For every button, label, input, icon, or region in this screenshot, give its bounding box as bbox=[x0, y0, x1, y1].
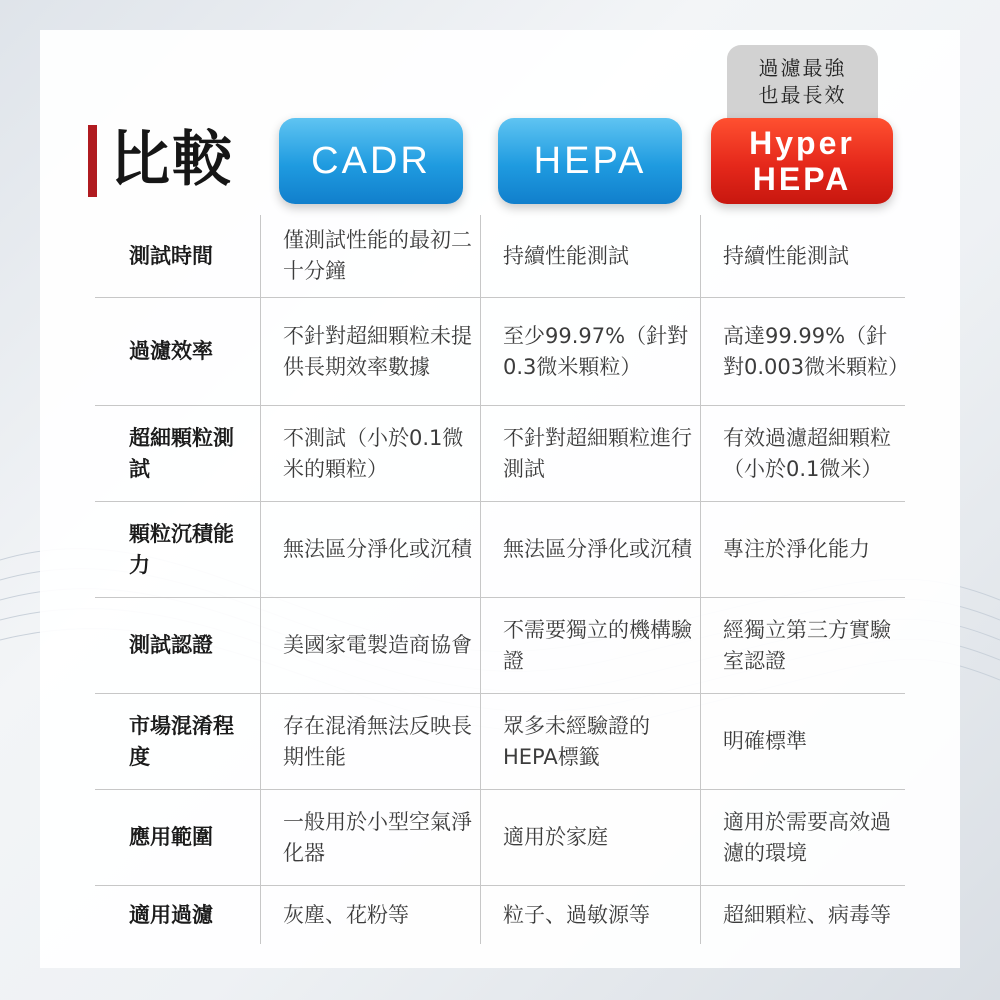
cadr-cell: 存在混淆無法反映長期性能 bbox=[260, 694, 480, 789]
row-label: 測試時間 bbox=[129, 243, 213, 268]
badge-line-1: 過濾最強 bbox=[758, 56, 847, 80]
hyper-hepa-cell: 有效過濾超細顆粒（小於0.1微米） bbox=[700, 406, 905, 501]
cadr-cell: 一般用於小型空氣淨化器 bbox=[260, 790, 480, 885]
badge-line-2: 也最長效 bbox=[758, 83, 847, 107]
row-label: 超細顆粒測試 bbox=[129, 425, 234, 481]
hepa-cell: 粒子、過敏源等 bbox=[480, 886, 700, 944]
cadr-cell: 無法區分淨化或沉積 bbox=[260, 502, 480, 597]
cadr-cell: 美國家電製造商協會 bbox=[260, 598, 480, 693]
hyper-hepa-line-2: HEPA bbox=[752, 161, 852, 197]
hepa-cell: 持續性能測試 bbox=[480, 215, 700, 297]
hepa-cell: 眾多未經驗證的HEPA標籤 bbox=[480, 694, 700, 789]
cadr-cell: 灰塵、花粉等 bbox=[260, 886, 480, 944]
row-label: 市場混淆程度 bbox=[129, 713, 234, 769]
column-header-hyper-hepa bbox=[711, 118, 893, 204]
row-label: 測試認證 bbox=[129, 633, 213, 657]
cadr-cell: 不測試（小於0.1微米的顆粒） bbox=[260, 406, 480, 501]
hyper-hepa-cell: 明確標準 bbox=[700, 694, 905, 789]
table-row bbox=[95, 790, 905, 886]
hyper-hepa-cell: 超細顆粒、病毒等 bbox=[700, 886, 905, 944]
hyper-hepa-cell: 持續性能測試 bbox=[700, 215, 905, 297]
row-label: 顆粒沉積能力 bbox=[129, 521, 234, 577]
hyper-hepa-cell: 適用於需要高效過濾的環境 bbox=[700, 790, 905, 885]
table-row bbox=[95, 886, 905, 944]
column-header-cadr: CADR bbox=[279, 118, 463, 204]
cadr-cell: 不針對超細顆粒未提供長期效率數據 bbox=[260, 298, 480, 405]
cadr-cell: 僅測試性能的最初二十分鐘 bbox=[260, 215, 480, 297]
hepa-cell: 至少99.97%（針對0.3微米顆粒） bbox=[480, 298, 700, 405]
title-accent-bar bbox=[88, 125, 97, 197]
hyper-hepa-cell: 高達99.99%（針對0.003微米顆粒） bbox=[700, 298, 905, 405]
table-row bbox=[95, 598, 905, 694]
row-label: 應用範圍 bbox=[129, 825, 213, 849]
hepa-cell: 不針對超細顆粒進行測試 bbox=[480, 406, 700, 501]
column-header-hepa: HEPA bbox=[498, 118, 682, 204]
hepa-cell: 適用於家庭 bbox=[480, 790, 700, 885]
hyper-hepa-line-1: Hyper bbox=[749, 125, 855, 161]
table-row bbox=[95, 502, 905, 598]
table-row bbox=[95, 406, 905, 502]
row-label: 過濾效率 bbox=[129, 339, 213, 363]
table-row bbox=[95, 298, 910, 406]
hepa-cell: 不需要獨立的機構驗證 bbox=[480, 598, 700, 693]
hyper-hepa-cell: 經獨立第三方實驗室認證 bbox=[700, 598, 905, 693]
table-row bbox=[95, 215, 905, 298]
hyper-hepa-cell: 專注於淨化能力 bbox=[700, 502, 905, 597]
page-title: 比較 bbox=[110, 125, 234, 195]
hepa-cell: 無法區分淨化或沉積 bbox=[480, 502, 700, 597]
table-row bbox=[95, 694, 905, 790]
row-label: 適用過濾 bbox=[129, 902, 213, 927]
comparison-table bbox=[95, 215, 910, 944]
